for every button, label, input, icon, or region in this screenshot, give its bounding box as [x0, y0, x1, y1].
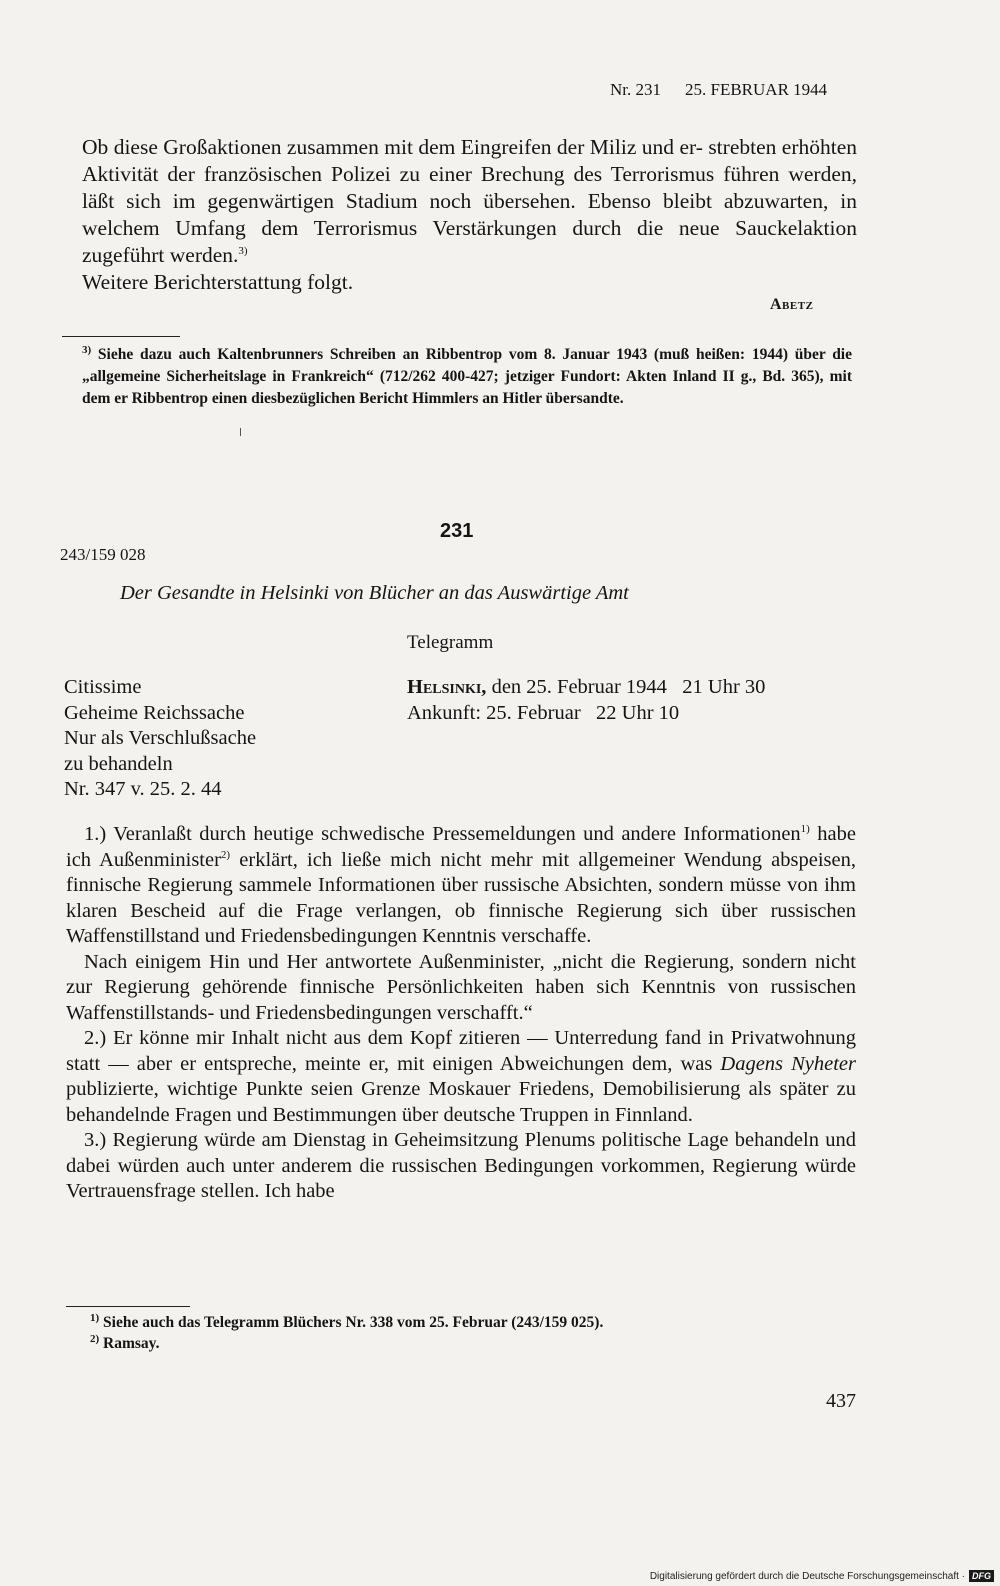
file-reference: 243/159 028 — [60, 545, 146, 564]
footnotes-bottom — [90, 1312, 603, 1354]
telegram-body — [66, 822, 856, 1205]
signature: Abetz — [770, 296, 814, 313]
arrival-line: Ankunft: 25. Februar 22 Uhr 10 — [407, 701, 680, 724]
dispatch-block — [407, 675, 765, 726]
footnote-1: $^{1)}$ Siehe auch das Telegramm Blüchers Nr. 338 vom 25. Februar (243/159 025). — [90, 1311, 604, 1331]
header-date: 25. FEBRUAR 1944 — [685, 80, 828, 99]
place-name: Helsinki, — [407, 676, 487, 698]
intro-paragraph — [82, 134, 857, 296]
print-mark — [240, 428, 241, 436]
running-header — [610, 80, 860, 100]
footnote-ref-1[interactable]: 1) — [800, 823, 810, 836]
document-type: Telegramm — [407, 632, 494, 653]
body-paragraph-4: 3.) Regierung würde am Dienstag in Geheimsitzung Plenums politische Lage behandeln und dabei würden auch unter anderem die russischen Bedingungen vorkommen, Regierung würde Vertrauensfrage stellen. Ich habe — [66, 1129, 856, 1202]
body-paragraph-3: 2.) Er könne mir Inhalt nicht aus dem Kopf zitieren — Unterredung fand in Privatwohnung statt — aber er entspreche, meinte er, mit einigen Abweichungen dem, was Dagens Nyheter publizierte, wichtige Punkte seien Grenze Moskauer Friedens, Demobilisierung als später zu behandelnde Fragen und Bestimmungen über deutsche Truppen in Finnland. — [66, 1027, 856, 1126]
digitization-credit: Digitalisierung gefördert durch die Deutsche Forschungsgemeinschaft · DFG — [650, 1570, 994, 1582]
classification-line: Citissime — [64, 676, 142, 698]
footnote-ref-3[interactable]: 3) — [238, 244, 248, 257]
classification-block — [64, 675, 256, 803]
classification-line: zu behandeln — [64, 752, 173, 775]
classification-line: Geheime Reichssache — [64, 701, 245, 724]
dfg-logo-icon: DFG — [969, 1570, 994, 1582]
body-paragraph-2: Nach einigem Hin und Her antwortete Außenminister, „nicht die Regierung, sondern nicht zur Regierung gehörende finnische Persönlichkeiten haben sich Kenntnis von russischen Waffenstillstands- und Friedensbedingungen verschafft.“ — [66, 950, 856, 1024]
footnote-3: $^{3)}$ Siehe dazu auch Kaltenbrunners Schreiben an Ribbentrop vom 8. Januar 1943 (muß heißen: 1944) über die „allgemeine Sicherheitslage in Frankreich“ (712/262 400-427; jetziger Fundort: Akten Inland II g., Bd. 365), mit dem er Ribbentrop einen diesbezüglichen Bericht Himmlers an Hitler übersandte. — [82, 343, 852, 407]
document-title: Der Gesandte in Helsinki von Blücher an das Auswärtige Amt — [120, 582, 629, 604]
classification-line: Nur als Verschlußsache — [64, 727, 257, 749]
footnote-ref-2[interactable]: 2) — [220, 848, 231, 861]
intro-text: Ob diese Großaktionen zusammen mit dem Eingreifen der Miliz und er- strebten erhöhten Aktivität der französischen Polizei zu einer Brechung des Terrorismus führen werden, läßt sich im gegenwärtigen Stadium noch übersehen. Ebenso bleibt abzuwarten, in welchem Umfang dem Terrorismus Verstärkungen durch die neue Sauckelaktion zugeführt werden.$^{3)}$ — [82, 135, 858, 267]
footnote-divider — [62, 336, 180, 337]
classification-line: Nr. 347 v. 25. 2. 44 — [64, 778, 222, 800]
document-number: 231 — [440, 520, 474, 542]
sent-line: Helsinki, den 25. Februar 1944 21 Uhr 30 — [407, 676, 766, 698]
page-number: 437 — [826, 1390, 856, 1412]
body-paragraph-1: 1.) Veranlaßt durch heutige schwedische Pressemeldungen und andere Informationen$^{1)}$ habe ich Außenminister$^{2)}$ erklärt, ich ließe mich nicht mehr mit allgemeiner Wendung abspeisen, finnische Regierung sammele Informationen über russische Absichten, sondern müsse von ihm klaren Bescheid auf die Frage verlangen, ob finnische Regierung sich über russischen Waffenstillstand und Friedensbedingungen Kenntnis verschaffe. — [66, 823, 856, 947]
header-number: Nr. 231 — [610, 80, 661, 99]
footnote-2: $^{2)}$ Ramsay. — [90, 1332, 160, 1352]
closing-line: Weitere Berichterstattung folgt. — [82, 270, 354, 294]
footnote-divider-bottom — [66, 1306, 190, 1307]
